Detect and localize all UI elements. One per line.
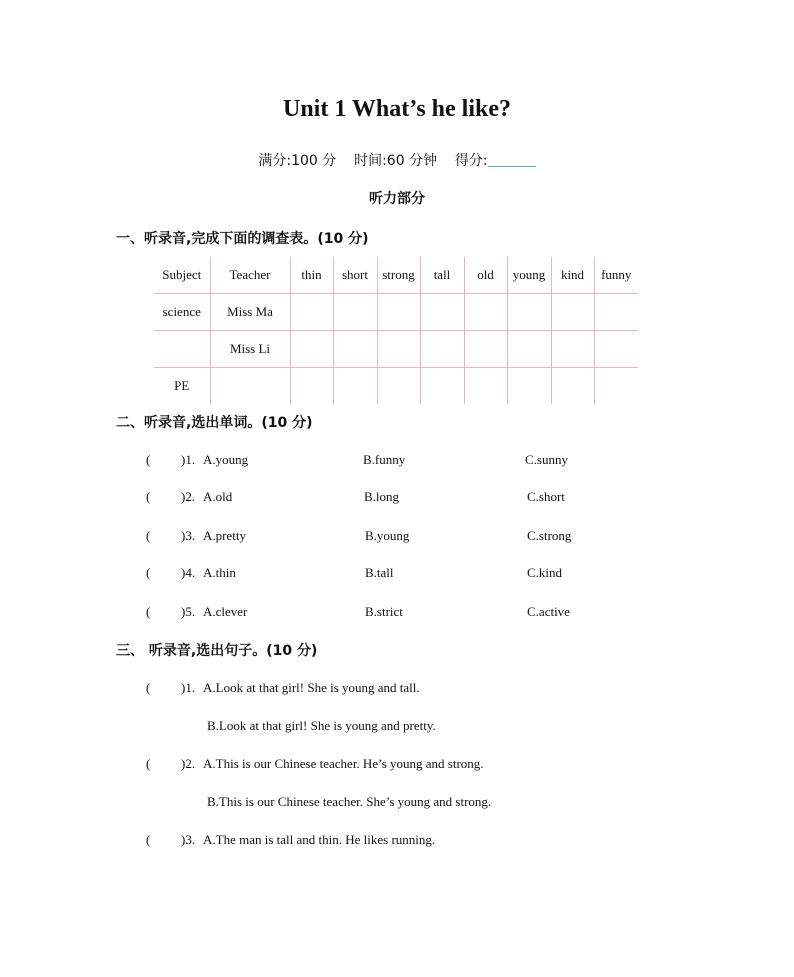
score-info (0, 150, 794, 170)
table-row (154, 331, 638, 368)
full-marks: 满分:100 分 (258, 153, 337, 169)
header-cell: Subject (154, 257, 210, 294)
option-b: B.young (365, 528, 410, 543)
question-number: )2. (181, 756, 196, 771)
header-cell: tall (420, 257, 464, 294)
question-number: )2. (181, 489, 196, 504)
option-a: A.pretty (203, 528, 246, 543)
question-number: )4. (181, 565, 196, 580)
answer-cell[interactable] (377, 331, 420, 368)
answer-bracket[interactable]: ( (146, 452, 151, 467)
header-cell: funny (594, 257, 638, 294)
option-b: B.strict (365, 604, 403, 619)
option-a: A.thin (203, 565, 236, 580)
subject-cell (154, 331, 210, 368)
sentence-option-a: A.The man is tall and thin. He likes running. (203, 832, 436, 847)
answer-bracket[interactable]: ( (146, 528, 151, 543)
answer-cell[interactable] (333, 331, 377, 368)
table-row (154, 294, 638, 331)
answer-cell[interactable] (333, 294, 377, 331)
sentence-option-b: B.This is our Chinese teacher. She’s young and strong. (207, 794, 492, 809)
answer-bracket[interactable]: ( (146, 489, 151, 504)
option-c: C.active (527, 604, 570, 619)
answer-bracket[interactable]: ( (146, 604, 151, 619)
answer-cell[interactable] (551, 294, 594, 331)
section-3-heading: 三、 听录音,选出句子。(10 分) (116, 643, 318, 659)
option-a: A.old (203, 489, 233, 504)
question-number: )3. (181, 528, 196, 543)
answer-cell[interactable] (507, 331, 551, 368)
answer-bracket[interactable]: ( (146, 565, 151, 580)
sentence-option-b: B.Look at that girl! She is young and pretty. (207, 718, 436, 733)
question-number: )1. (181, 680, 196, 695)
answer-cell[interactable] (290, 331, 333, 368)
answer-cell[interactable] (594, 294, 638, 331)
listening-part-title: 听力部分 (369, 191, 425, 207)
sentence-option-a: A.This is our Chinese teacher. He’s young and strong. (203, 756, 484, 771)
option-c: C.sunny (525, 452, 568, 467)
section-2-heading: 二、听录音,选出单词。(10 分) (116, 415, 313, 431)
teacher-cell: Miss Li (210, 331, 290, 368)
subject-cell: PE (154, 368, 210, 405)
answer-cell[interactable] (420, 294, 464, 331)
header-cell: old (464, 257, 507, 294)
survey-table (154, 257, 638, 404)
answer-cell[interactable] (594, 331, 638, 368)
answer-bracket[interactable]: ( (146, 832, 151, 847)
table-header-row (154, 257, 638, 294)
option-a: A.young (203, 452, 249, 467)
question-number: )5. (181, 604, 196, 619)
option-b: B.tall (365, 565, 394, 580)
option-c: C.strong (527, 528, 572, 543)
answer-cell[interactable] (594, 368, 638, 405)
answer-cell[interactable] (507, 368, 551, 405)
header-cell: strong (377, 257, 420, 294)
section-1-heading: 一、听录音,完成下面的调查表。(10 分) (116, 231, 369, 247)
teacher-cell: Miss Ma (210, 294, 290, 331)
score-blank[interactable] (488, 152, 536, 167)
answer-bracket[interactable]: ( (146, 680, 151, 695)
answer-cell[interactable] (377, 368, 420, 405)
question-number: )1. (181, 452, 196, 467)
answer-cell[interactable] (333, 368, 377, 405)
answer-cell[interactable] (290, 368, 333, 405)
header-cell: kind (551, 257, 594, 294)
answer-cell[interactable] (551, 368, 594, 405)
page-title: Unit 1 What’s he like? (282, 96, 512, 122)
option-b: B.long (364, 489, 400, 504)
question-number: )3. (181, 832, 196, 847)
header-cell: Teacher (210, 257, 290, 294)
option-b: B.funny (363, 452, 406, 467)
time-limit: 时间:60 分钟 (354, 153, 438, 169)
header-cell: thin (290, 257, 333, 294)
header-cell: short (333, 257, 377, 294)
option-c: C.kind (527, 565, 563, 580)
answer-cell[interactable] (551, 331, 594, 368)
answer-bracket[interactable]: ( (146, 756, 151, 771)
option-a: A.clever (203, 604, 248, 619)
score-label: 得分: (454, 153, 488, 169)
option-c: C.short (527, 489, 565, 504)
answer-cell[interactable] (420, 368, 464, 405)
header-cell: young (507, 257, 551, 294)
answer-cell[interactable] (507, 294, 551, 331)
answer-cell[interactable] (420, 331, 464, 368)
answer-cell[interactable] (464, 368, 507, 405)
subject-cell: science (154, 294, 210, 331)
answer-cell[interactable] (377, 294, 420, 331)
teacher-cell (210, 368, 290, 405)
answer-cell[interactable] (464, 294, 507, 331)
answer-cell[interactable] (464, 331, 507, 368)
sentence-option-a: A.Look at that girl! She is young and tall. (203, 680, 420, 695)
table-row (154, 368, 638, 405)
answer-cell[interactable] (290, 294, 333, 331)
